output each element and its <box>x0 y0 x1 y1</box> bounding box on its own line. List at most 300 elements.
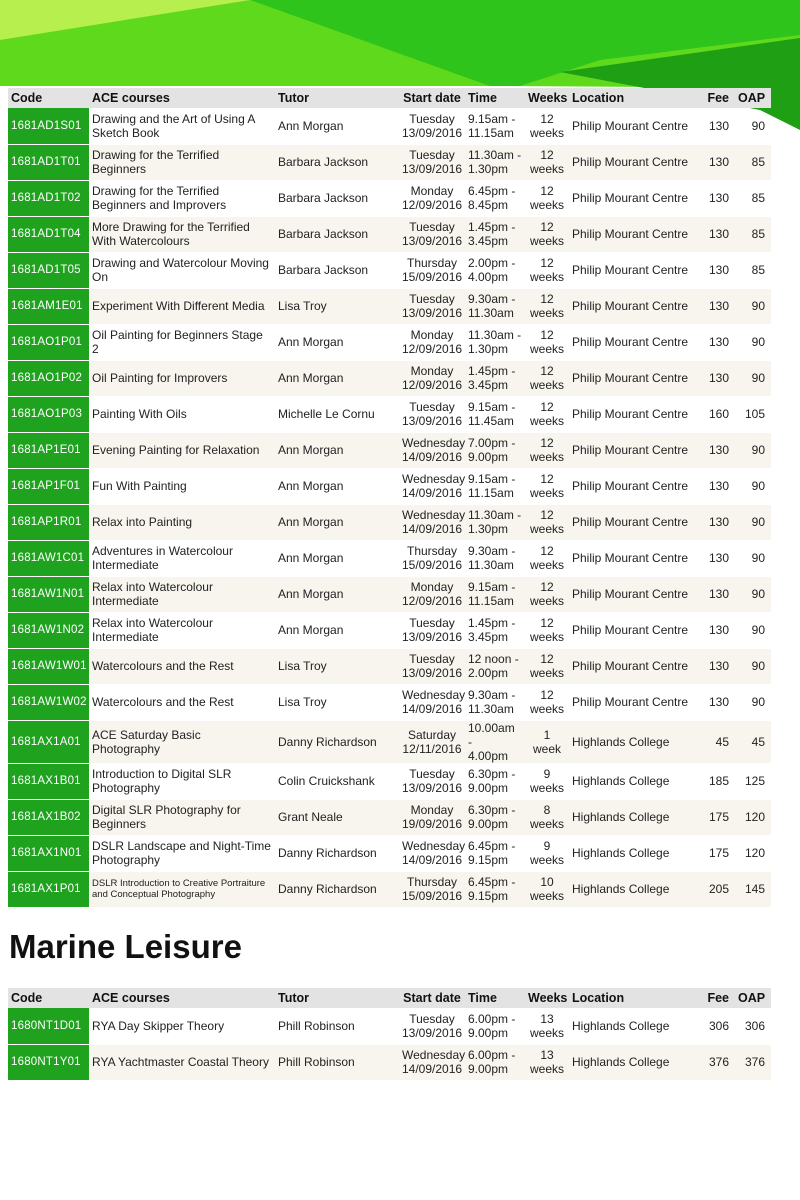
course-weeks <box>525 216 569 252</box>
course-tutor: Danny Richardson <box>275 835 399 871</box>
course-fee: 130 <box>701 216 735 252</box>
weeks-unit: weeks <box>529 594 564 608</box>
course-oap: 90 <box>735 504 771 540</box>
course-time <box>465 799 525 835</box>
time-start: 1.45pm - <box>468 616 516 630</box>
course-code: 1681AX1A01 <box>8 720 89 763</box>
table-row <box>8 396 771 432</box>
start-date: 15/09/2016 <box>402 889 463 903</box>
course-tutor: Michelle Le Cornu <box>275 396 399 432</box>
start-date: 14/09/2016 <box>402 1062 463 1076</box>
course-fee: 185 <box>701 763 735 799</box>
course-tutor: Danny Richardson <box>275 871 399 907</box>
course-oap: 145 <box>735 871 771 907</box>
table-row <box>8 252 771 288</box>
table-row <box>8 648 771 684</box>
course-fee: 306 <box>701 1008 735 1044</box>
weeks-unit: weeks <box>529 1062 564 1076</box>
course-start <box>399 180 465 216</box>
table-row <box>8 763 771 799</box>
course-weeks <box>525 763 569 799</box>
weeks-count: 8 <box>543 803 551 817</box>
course-weeks <box>525 432 569 468</box>
course-title: Watercolours and the Rest <box>89 648 275 684</box>
header-course: ACE courses <box>89 988 275 1008</box>
header-tutor: Tutor <box>275 988 399 1008</box>
start-day: Wednesday <box>402 508 466 522</box>
course-tutor: Danny Richardson <box>275 720 399 763</box>
start-day: Tuesday <box>409 111 455 126</box>
course-location: Highlands College <box>569 799 701 835</box>
course-title: Evening Painting for Relaxation <box>89 432 275 468</box>
header-time: Time <box>465 988 525 1008</box>
time-start: 6.30pm - <box>468 767 516 781</box>
course-time <box>465 1008 525 1044</box>
table-row <box>8 1044 771 1080</box>
header-oap: OAP <box>735 988 771 1008</box>
start-date: 19/09/2016 <box>402 817 463 831</box>
weeks-count: 12 <box>540 508 554 522</box>
time-start: 9.15am - <box>468 400 516 414</box>
weeks-count: 10 <box>540 875 554 889</box>
header-weeks: Weeks <box>525 988 569 1008</box>
start-day: Monday <box>410 580 454 594</box>
course-title: Introduction to Digital SLR Photography <box>89 763 275 799</box>
course-tutor: Ann Morgan <box>275 432 399 468</box>
course-time <box>465 288 525 324</box>
course-code: 1681AW1N02 <box>8 612 89 648</box>
time-start: 9.15am - <box>468 472 516 486</box>
header-code: Code <box>8 88 89 108</box>
start-date: 13/09/2016 <box>402 414 463 428</box>
time-end: 11.45am <box>468 414 514 428</box>
course-fee: 45 <box>701 720 735 763</box>
weeks-unit: weeks <box>529 702 564 716</box>
time-end: 9.00pm <box>468 781 509 795</box>
weeks-unit: weeks <box>529 630 564 644</box>
course-code: 1681AW1C01 <box>8 540 89 576</box>
weeks-unit: weeks <box>529 522 564 536</box>
course-code: 1681AX1B02 <box>8 799 89 835</box>
course-title: Fun With Painting <box>89 468 275 504</box>
art-courses-table <box>8 88 771 908</box>
course-fee: 130 <box>701 468 735 504</box>
weeks-count: 12 <box>540 256 554 270</box>
start-day: Wednesday <box>402 436 466 450</box>
course-start <box>399 144 465 180</box>
time-start: 1.45pm - <box>468 364 516 378</box>
course-fee: 130 <box>701 180 735 216</box>
course-tutor: Lisa Troy <box>275 288 399 324</box>
start-date: 13/09/2016 <box>402 630 463 644</box>
course-fee: 130 <box>701 144 735 180</box>
weeks-unit: weeks <box>529 414 564 428</box>
course-location: Philip Mourant Centre <box>569 108 701 144</box>
course-weeks <box>525 468 569 504</box>
course-start <box>399 763 465 799</box>
time-start: 6.45pm - <box>468 875 516 889</box>
weeks-unit: weeks <box>529 125 564 140</box>
course-time <box>465 252 525 288</box>
course-time <box>465 468 525 504</box>
start-date: 15/09/2016 <box>402 558 463 572</box>
time-end: 11.30am <box>468 702 514 716</box>
course-fee: 130 <box>701 612 735 648</box>
course-time <box>465 180 525 216</box>
start-day: Wednesday <box>402 688 466 702</box>
time-end: 1.30pm <box>468 522 509 536</box>
weeks-count: 13 <box>540 1048 554 1062</box>
course-start <box>399 468 465 504</box>
course-start <box>399 684 465 720</box>
weeks-count: 12 <box>540 400 554 414</box>
header-location: Location <box>569 88 701 108</box>
course-fee: 130 <box>701 288 735 324</box>
time-start: 6.00pm - <box>468 1011 516 1026</box>
course-time <box>465 576 525 612</box>
course-title: Adventures in Watercolour Intermediate <box>89 540 275 576</box>
course-location: Philip Mourant Centre <box>569 288 701 324</box>
marine-courses-body <box>8 1008 771 1080</box>
course-weeks <box>525 360 569 396</box>
course-start <box>399 576 465 612</box>
course-code: 1681AW1W01 <box>8 648 89 684</box>
weeks-unit: weeks <box>529 234 564 248</box>
course-location: Philip Mourant Centre <box>569 180 701 216</box>
weeks-unit: weeks <box>529 666 564 680</box>
course-code: 1681AW1N01 <box>8 576 89 612</box>
course-oap: 90 <box>735 432 771 468</box>
table-row <box>8 180 771 216</box>
course-time <box>465 612 525 648</box>
course-weeks <box>525 576 569 612</box>
start-date: 14/09/2016 <box>402 853 463 867</box>
start-date: 13/09/2016 <box>402 125 463 140</box>
start-day: Thursday <box>406 544 458 558</box>
course-time <box>465 763 525 799</box>
course-start <box>399 871 465 907</box>
table-header-row <box>8 88 771 108</box>
start-date: 13/09/2016 <box>402 666 463 680</box>
course-oap: 45 <box>735 720 771 763</box>
course-start <box>399 396 465 432</box>
start-date: 14/09/2016 <box>402 450 463 464</box>
weeks-count: 12 <box>540 292 554 306</box>
course-title: Relax into Painting <box>89 504 275 540</box>
start-day: Wednesday <box>402 472 466 486</box>
course-location: Philip Mourant Centre <box>569 648 701 684</box>
weeks-count: 12 <box>540 148 554 162</box>
course-title: Digital SLR Photography for Beginners <box>89 799 275 835</box>
course-location: Philip Mourant Centre <box>569 684 701 720</box>
time-end: 11.15am <box>468 594 514 608</box>
course-start <box>399 324 465 360</box>
course-tutor: Ann Morgan <box>275 504 399 540</box>
course-location: Philip Mourant Centre <box>569 612 701 648</box>
start-date: 12/09/2016 <box>402 198 463 212</box>
course-tutor: Grant Neale <box>275 799 399 835</box>
time-end: 9.00pm <box>468 1025 509 1040</box>
course-oap: 85 <box>735 216 771 252</box>
table-row <box>8 720 771 763</box>
time-end: 11.15am <box>468 125 514 140</box>
course-weeks <box>525 180 569 216</box>
time-start: 2.00pm - <box>468 256 516 270</box>
course-oap: 90 <box>735 540 771 576</box>
course-time <box>465 871 525 907</box>
course-title: ACE Saturday Basic Photography <box>89 720 275 763</box>
table-row <box>8 871 771 907</box>
course-code: 1681AX1P01 <box>8 871 89 907</box>
start-date: 13/09/2016 <box>402 306 463 320</box>
table-row <box>8 540 771 576</box>
course-weeks <box>525 648 569 684</box>
time-start: 9.30am - <box>468 544 516 558</box>
course-tutor: Lisa Troy <box>275 648 399 684</box>
weeks-count: 12 <box>540 544 554 558</box>
header-fee: Fee <box>701 988 735 1008</box>
course-code: 1681AD1S01 <box>8 108 89 144</box>
time-start: 11.30am - <box>468 328 522 342</box>
start-day: Monday <box>410 803 454 817</box>
course-weeks <box>525 288 569 324</box>
time-start: 11.30am - <box>468 508 522 522</box>
course-tutor: Ann Morgan <box>275 468 399 504</box>
course-weeks <box>525 144 569 180</box>
table-row <box>8 1008 771 1044</box>
course-title: RYA Yachtmaster Coastal Theory <box>89 1044 275 1080</box>
course-fee: 130 <box>701 504 735 540</box>
course-location: Philip Mourant Centre <box>569 540 701 576</box>
course-title: Drawing and the Art of Using A Sketch Book <box>89 108 275 144</box>
time-end: 9.00pm <box>468 817 509 831</box>
time-start: 10.00am - <box>468 720 515 749</box>
course-location: Highlands College <box>569 835 701 871</box>
table-row <box>8 799 771 835</box>
weeks-unit: weeks <box>529 342 564 356</box>
course-time <box>465 108 525 144</box>
weeks-count: 12 <box>540 652 554 666</box>
course-tutor: Barbara Jackson <box>275 252 399 288</box>
course-code: 1680NT1D01 <box>8 1008 89 1044</box>
time-end: 3.45pm <box>468 234 509 248</box>
time-end: 9.15pm <box>468 889 509 903</box>
time-start: 11.30am - <box>468 148 522 162</box>
course-location: Philip Mourant Centre <box>569 504 701 540</box>
course-weeks <box>525 684 569 720</box>
start-day: Tuesday <box>409 220 455 234</box>
course-tutor: Barbara Jackson <box>275 180 399 216</box>
course-fee: 130 <box>701 108 735 144</box>
course-start <box>399 720 465 763</box>
course-fee: 175 <box>701 799 735 835</box>
header-weeks: Weeks <box>525 88 569 108</box>
course-fee: 130 <box>701 684 735 720</box>
course-title: Oil Painting for Beginners Stage 2 <box>89 324 275 360</box>
weeks-unit: weeks <box>529 162 564 176</box>
course-oap: 90 <box>735 468 771 504</box>
time-start: 9.15am - <box>468 111 516 126</box>
course-code: 1681AX1N01 <box>8 835 89 871</box>
course-oap: 90 <box>735 648 771 684</box>
course-code: 1681AP1F01 <box>8 468 89 504</box>
weeks-unit: weeks <box>529 1025 564 1040</box>
course-title: Drawing and Watercolour Moving On <box>89 252 275 288</box>
course-location: Philip Mourant Centre <box>569 252 701 288</box>
course-tutor: Ann Morgan <box>275 576 399 612</box>
weeks-unit: weeks <box>529 817 564 831</box>
time-end: 11.30am <box>468 558 514 572</box>
header-code: Code <box>8 988 89 1008</box>
weeks-unit: weeks <box>529 486 564 500</box>
start-date: 13/09/2016 <box>402 1025 463 1040</box>
course-time <box>465 396 525 432</box>
course-weeks <box>525 1008 569 1044</box>
table-row <box>8 468 771 504</box>
course-tutor: Ann Morgan <box>275 612 399 648</box>
course-oap: 90 <box>735 684 771 720</box>
course-weeks <box>525 871 569 907</box>
course-location: Highlands College <box>569 1008 701 1044</box>
start-day: Tuesday <box>409 652 455 666</box>
course-time <box>465 216 525 252</box>
start-day: Monday <box>410 328 454 342</box>
course-tutor: Lisa Troy <box>275 684 399 720</box>
course-title: RYA Day Skipper Theory <box>89 1008 275 1044</box>
start-day: Wednesday <box>402 1048 466 1062</box>
course-location: Philip Mourant Centre <box>569 432 701 468</box>
course-code: 1681AX1B01 <box>8 763 89 799</box>
course-tutor: Ann Morgan <box>275 108 399 144</box>
course-code: 1680NT1Y01 <box>8 1044 89 1080</box>
time-end: 1.30pm <box>468 342 509 356</box>
course-start <box>399 1008 465 1044</box>
course-title: Watercolours and the Rest <box>89 684 275 720</box>
course-title: More Drawing for the Terrified With Watercolours <box>89 216 275 252</box>
weeks-count: 12 <box>540 364 554 378</box>
course-weeks <box>525 396 569 432</box>
header-start-date: Start date <box>399 988 465 1008</box>
course-tutor: Phill Robinson <box>275 1044 399 1080</box>
course-code: 1681AM1E01 <box>8 288 89 324</box>
time-end: 2.00pm <box>468 666 509 680</box>
course-start <box>399 216 465 252</box>
time-end: 4.00pm <box>468 270 509 284</box>
course-code: 1681AD1T05 <box>8 252 89 288</box>
course-fee: 376 <box>701 1044 735 1080</box>
art-courses-body <box>8 108 771 907</box>
section-title-marine-leisure: Marine Leisure <box>9 928 242 965</box>
table-row <box>8 360 771 396</box>
course-start <box>399 835 465 871</box>
course-location: Philip Mourant Centre <box>569 576 701 612</box>
start-day: Monday <box>410 364 454 378</box>
course-fee: 175 <box>701 835 735 871</box>
course-title: Drawing for the Terrified Beginners and Improvers <box>89 180 275 216</box>
course-oap: 90 <box>735 576 771 612</box>
start-date: 14/09/2016 <box>402 702 463 716</box>
weeks-unit: weeks <box>529 889 564 903</box>
table-row <box>8 576 771 612</box>
course-fee: 130 <box>701 324 735 360</box>
course-fee: 130 <box>701 432 735 468</box>
start-day: Thursday <box>406 256 458 270</box>
start-day: Wednesday <box>402 839 466 853</box>
course-oap: 90 <box>735 612 771 648</box>
course-location: Highlands College <box>569 763 701 799</box>
weeks-unit: weeks <box>529 306 564 320</box>
start-date: 13/09/2016 <box>402 234 463 248</box>
course-time <box>465 1044 525 1080</box>
course-fee: 130 <box>701 648 735 684</box>
time-start: 6.00pm - <box>468 1048 516 1062</box>
weeks-unit: weeks <box>529 198 564 212</box>
start-day: Tuesday <box>409 616 455 630</box>
time-end: 9.00pm <box>468 1062 509 1076</box>
course-weeks <box>525 108 569 144</box>
course-weeks <box>525 324 569 360</box>
course-fee: 130 <box>701 360 735 396</box>
course-weeks <box>525 504 569 540</box>
course-weeks <box>525 612 569 648</box>
course-start <box>399 432 465 468</box>
course-oap: 90 <box>735 288 771 324</box>
time-end: 3.45pm <box>468 630 509 644</box>
course-time <box>465 360 525 396</box>
course-fee: 130 <box>701 252 735 288</box>
course-tutor: Colin Cruickshank <box>275 763 399 799</box>
start-day: Saturday <box>407 727 457 742</box>
course-title: DSLR Landscape and Night-Time Photography <box>89 835 275 871</box>
course-code: 1681AO1P03 <box>8 396 89 432</box>
time-end: 1.30pm <box>468 162 509 176</box>
course-code: 1681AD1T02 <box>8 180 89 216</box>
course-title: Painting With Oils <box>89 396 275 432</box>
time-start: 6.45pm - <box>468 839 516 853</box>
course-location: Highlands College <box>569 1044 701 1080</box>
course-time <box>465 324 525 360</box>
course-weeks <box>525 540 569 576</box>
weeks-count: 12 <box>540 220 554 234</box>
time-start: 1.45pm - <box>468 220 516 234</box>
course-oap: 125 <box>735 763 771 799</box>
weeks-count: 12 <box>540 328 554 342</box>
start-day: Tuesday <box>409 1011 455 1026</box>
course-time <box>465 504 525 540</box>
course-start <box>399 288 465 324</box>
course-start <box>399 1044 465 1080</box>
time-end: 11.30am <box>468 306 514 320</box>
course-location: Philip Mourant Centre <box>569 324 701 360</box>
course-start <box>399 648 465 684</box>
table-row <box>8 144 771 180</box>
course-tutor: Barbara Jackson <box>275 144 399 180</box>
course-start <box>399 360 465 396</box>
time-end: 8.45pm <box>468 198 509 212</box>
course-code: 1681AP1E01 <box>8 432 89 468</box>
course-start <box>399 799 465 835</box>
table-row <box>8 324 771 360</box>
time-end: 4.00pm <box>468 748 509 763</box>
weeks-unit: weeks <box>529 781 564 795</box>
start-date: 12/09/2016 <box>402 378 463 392</box>
time-end: 9.15pm <box>468 853 509 867</box>
course-time <box>465 720 525 763</box>
weeks-unit: weeks <box>529 558 564 572</box>
table-row <box>8 432 771 468</box>
time-start: 12 noon - <box>468 652 519 666</box>
table-row <box>8 108 771 144</box>
